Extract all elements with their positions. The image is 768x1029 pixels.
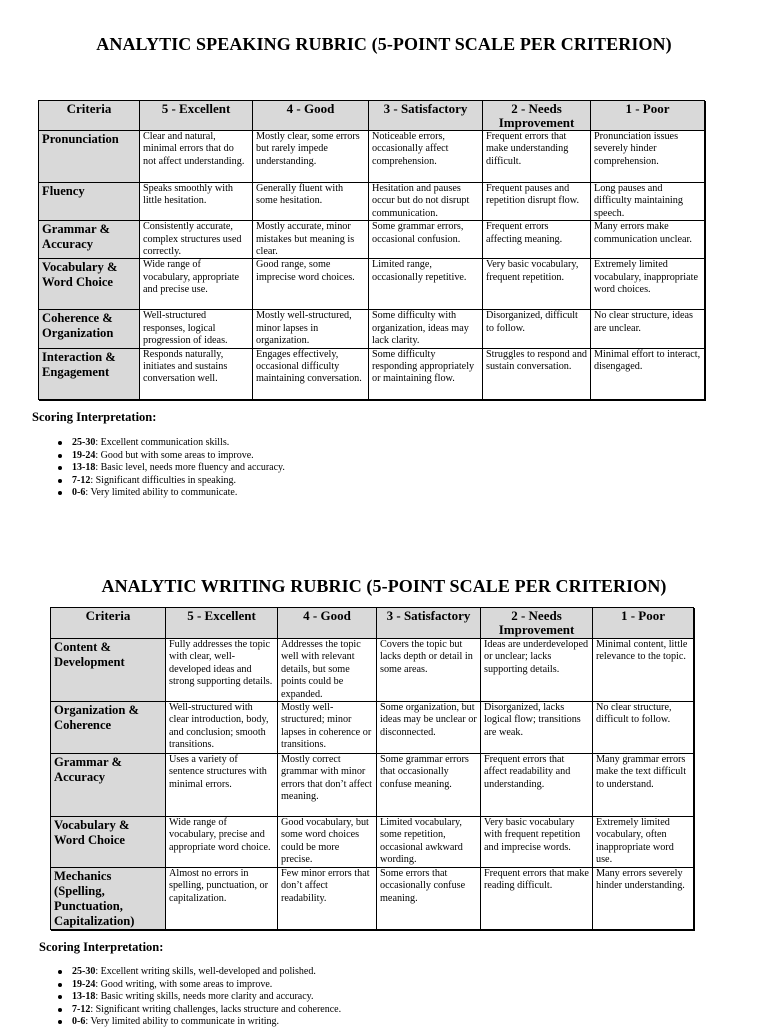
cell-good: Few minor errors that don’t affect readability. <box>278 868 377 930</box>
writing-scoring-list <box>52 966 341 1029</box>
cell-needs-improvement: Frequent errors that make reading difficult. <box>481 868 593 930</box>
cell-poor: No clear structure, difficult to follow. <box>593 702 694 754</box>
list-item <box>72 475 285 488</box>
cell-needs-improvement: Very basic vocabulary, frequent repetition. <box>483 259 591 310</box>
list-item <box>72 1016 341 1029</box>
cell-excellent: Uses a variety of sentence structures with minimal errors. <box>166 754 278 817</box>
cell-satisfactory: Some difficulty responding appropriately or maintaining flow. <box>369 348 483 399</box>
header-needs-improvement: 2 - Needs Improvement <box>481 608 593 639</box>
speaking-header-row <box>39 101 705 131</box>
speaking-scoring-title: Scoring Interpretation: <box>32 410 157 424</box>
cell-excellent: Clear and natural, minimal errors that do not affect understanding. <box>140 131 253 183</box>
score-description: : Very limited ability to communicate in writing. <box>85 1016 280 1028</box>
cell-poor: Extremely limited vocabulary, inappropriate word choices. <box>591 259 705 310</box>
criterion-pronunciation: Pronunciation <box>39 131 140 183</box>
cell-satisfactory: Covers the topic but lacks depth or detail in some areas. <box>377 639 481 702</box>
score-range: 7-12 <box>72 474 91 486</box>
cell-satisfactory: Limited range, occasionally repetitive. <box>369 259 483 310</box>
writing-scoring-title: Scoring Interpretation: <box>39 940 164 954</box>
cell-needs-improvement: Disorganized, difficult to follow. <box>483 310 591 348</box>
cell-poor: Minimal content, little relevance to the topic. <box>593 639 694 702</box>
table-row <box>39 348 705 399</box>
cell-excellent: Well-structured responses, logical progression of ideas. <box>140 310 253 348</box>
list-item <box>72 462 285 475</box>
score-description: : Excellent communication skills. <box>95 437 230 448</box>
header-satisfactory: 3 - Satisfactory <box>377 608 481 639</box>
cell-poor: No clear structure, ideas are unclear. <box>591 310 705 348</box>
cell-good: Addresses the topic well with relevant details, but some points could be expanded. <box>278 639 377 702</box>
score-description: : Significant writing challenges, lacks structure and coherence. <box>90 1003 342 1015</box>
criterion-grammar-accuracy: Grammar & Accuracy <box>51 754 166 817</box>
criterion-vocabulary-word-choice: Vocabulary & Word Choice <box>51 817 166 868</box>
table-row <box>39 183 705 221</box>
cell-excellent: Wide range of vocabulary, appropriate and precise use. <box>140 259 253 310</box>
score-range: 19-24 <box>72 449 96 461</box>
table-row <box>51 868 694 930</box>
score-range: 13-18 <box>72 991 96 1003</box>
criterion-organization-coherence: Organization & Coherence <box>51 702 166 754</box>
criterion-mechanics: Mechanics (Spelling, Punctuation, Capitalization) <box>51 868 166 930</box>
cell-good: Mostly clear, some errors but rarely impede understanding. <box>253 131 369 183</box>
list-item <box>72 979 341 992</box>
header-good: 4 - Good <box>278 608 377 639</box>
table-row <box>51 702 694 754</box>
list-item <box>72 991 341 1004</box>
cell-satisfactory: Hesitation and pauses occur but do not disrupt communication. <box>369 183 483 221</box>
list-item <box>72 1004 341 1017</box>
cell-satisfactory: Limited vocabulary, some repetition, occasional awkward wording. <box>377 817 481 868</box>
score-range: 7-12 <box>72 1003 91 1015</box>
score-description: : Basic level, needs more fluency and accuracy. <box>95 462 285 474</box>
cell-good: Good range, some imprecise word choices. <box>253 259 369 310</box>
writing-rubric-table <box>50 607 694 930</box>
list-item <box>72 487 285 500</box>
table-row <box>39 221 705 259</box>
cell-needs-improvement: Ideas are underdeveloped or unclear; lacks supporting details. <box>481 639 593 702</box>
score-description: : Good writing, with some areas to improve. <box>95 978 273 990</box>
header-needs-improvement: 2 - Needs Improvement <box>483 101 591 131</box>
cell-needs-improvement: Frequent errors that make understanding difficult. <box>483 131 591 183</box>
criterion-content-development: Content & Development <box>51 639 166 702</box>
cell-needs-improvement: Very basic vocabulary with frequent repetition and imprecise words. <box>481 817 593 868</box>
writing-header-row <box>51 608 694 639</box>
cell-good: Good vocabulary, but some word choices could be more precise. <box>278 817 377 868</box>
header-excellent: 5 - Excellent <box>140 101 253 131</box>
header-criteria: Criteria <box>39 101 140 131</box>
cell-poor: Many grammar errors make the text difficult to understand. <box>593 754 694 817</box>
score-description: : Significant difficulties in speaking. <box>90 474 236 486</box>
list-item <box>72 437 285 450</box>
cell-needs-improvement: Frequent errors affecting meaning. <box>483 221 591 259</box>
cell-excellent: Fully addresses the topic with clear, well-developed ideas and strong supporting details. <box>166 639 278 702</box>
speaking-scoring-list <box>52 437 285 500</box>
cell-excellent: Responds naturally, initiates and sustains conversation well. <box>140 348 253 399</box>
table-row <box>39 310 705 348</box>
cell-good: Generally fluent with some hesitation. <box>253 183 369 221</box>
cell-good: Mostly accurate, minor mistakes but meaning is clear. <box>253 221 369 259</box>
cell-needs-improvement: Disorganized, lacks logical flow; transitions are weak. <box>481 702 593 754</box>
cell-satisfactory: Some errors that occasionally confuse meaning. <box>377 868 481 930</box>
list-item <box>72 966 341 979</box>
cell-poor: Pronunciation issues severely hinder comprehension. <box>591 131 705 183</box>
header-excellent: 5 - Excellent <box>166 608 278 639</box>
table-row <box>51 754 694 817</box>
cell-poor: Minimal effort to interact, disengaged. <box>591 348 705 399</box>
cell-excellent: Consistently accurate, complex structures used correctly. <box>140 221 253 259</box>
cell-good: Mostly well-structured, minor lapses in organization. <box>253 310 369 348</box>
cell-poor: Many errors make communication unclear. <box>591 221 705 259</box>
criterion-grammar-accuracy: Grammar & Accuracy <box>39 221 140 259</box>
writing-rubric-title: ANALYTIC WRITING RUBRIC (5-POINT SCALE PER CRITERION) <box>101 576 667 596</box>
cell-satisfactory: Some organization, but ideas may be unclear or disconnected. <box>377 702 481 754</box>
score-range: 0-6 <box>72 1016 86 1028</box>
cell-satisfactory: Noticeable errors, occasionally affect comprehension. <box>369 131 483 183</box>
score-description: : Excellent writing skills, well-developed and polished. <box>95 966 316 977</box>
score-range: 19-24 <box>72 978 96 990</box>
cell-needs-improvement: Frequent pauses and repetition disrupt flow. <box>483 183 591 221</box>
header-poor: 1 - Poor <box>591 101 705 131</box>
cell-good: Mostly well-structured; minor lapses in coherence or transitions. <box>278 702 377 754</box>
score-description: : Good but with some areas to improve. <box>95 449 254 461</box>
table-row <box>51 639 694 702</box>
cell-needs-improvement: Frequent errors that affect readability and understanding. <box>481 754 593 817</box>
cell-satisfactory: Some difficulty with organization, ideas may lack clarity. <box>369 310 483 348</box>
score-range: 0-6 <box>72 487 86 499</box>
list-item <box>72 450 285 463</box>
table-row <box>39 131 705 183</box>
cell-good: Mostly correct grammar with minor errors that don’t affect meaning. <box>278 754 377 817</box>
header-good: 4 - Good <box>253 101 369 131</box>
score-range: 25-30 <box>72 966 96 977</box>
criterion-coherence-organization: Coherence & Organization <box>39 310 140 348</box>
criterion-interaction-engagement: Interaction & Engagement <box>39 348 140 399</box>
cell-satisfactory: Some grammar errors, occasional confusion. <box>369 221 483 259</box>
cell-excellent: Almost no errors in spelling, punctuation, or capitalization. <box>166 868 278 930</box>
speaking-rubric-title: ANALYTIC SPEAKING RUBRIC (5-POINT SCALE PER CRITERION) <box>96 34 672 54</box>
table-row <box>51 817 694 868</box>
cell-satisfactory: Some grammar errors that occasionally confuse meaning. <box>377 754 481 817</box>
speaking-rubric-table <box>38 100 705 400</box>
score-description: : Very limited ability to communicate. <box>85 487 238 499</box>
criterion-vocabulary-word-choice: Vocabulary & Word Choice <box>39 259 140 310</box>
header-poor: 1 - Poor <box>593 608 694 639</box>
cell-excellent: Speaks smoothly with little hesitation. <box>140 183 253 221</box>
score-range: 25-30 <box>72 437 96 448</box>
cell-excellent: Wide range of vocabulary, precise and appropriate word choice. <box>166 817 278 868</box>
cell-poor: Long pauses and difficulty maintaining speech. <box>591 183 705 221</box>
cell-excellent: Well-structured with clear introduction, body, and conclusion; smooth transitions. <box>166 702 278 754</box>
header-criteria: Criteria <box>51 608 166 639</box>
cell-poor: Many errors severely hinder understanding. <box>593 868 694 930</box>
table-row <box>39 259 705 310</box>
cell-good: Engages effectively, occasional difficulty maintaining conversation. <box>253 348 369 399</box>
cell-needs-improvement: Struggles to respond and sustain conversation. <box>483 348 591 399</box>
criterion-fluency: Fluency <box>39 183 140 221</box>
cell-poor: Extremely limited vocabulary, often inappropriate word use. <box>593 817 694 868</box>
score-description: : Basic writing skills, needs more clarity and accuracy. <box>95 991 314 1003</box>
header-satisfactory: 3 - Satisfactory <box>369 101 483 131</box>
score-range: 13-18 <box>72 462 96 474</box>
